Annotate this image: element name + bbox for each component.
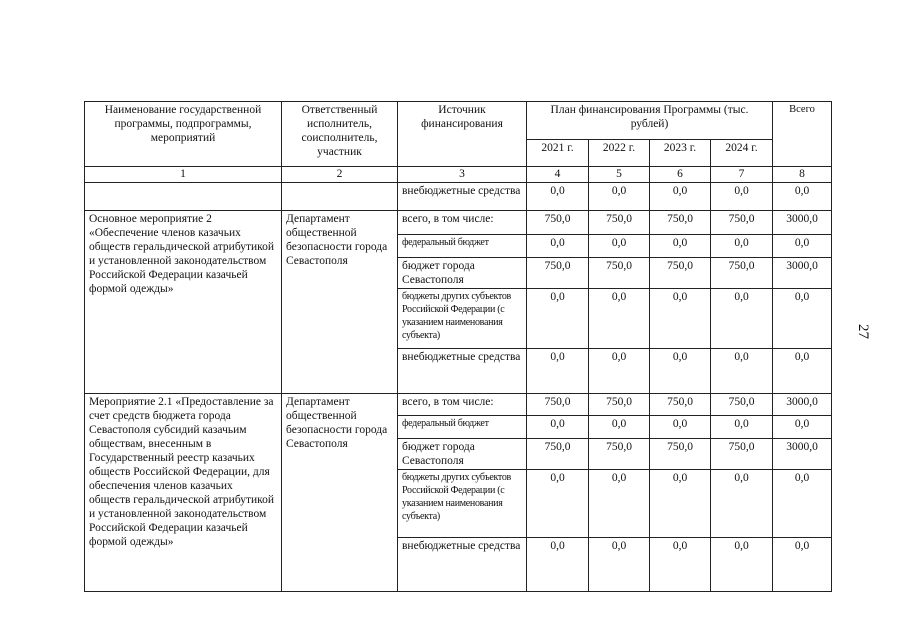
source-cell: всего, в том числе:: [398, 394, 527, 416]
header-year: 2021 г.: [527, 140, 589, 167]
source-cell: бюджеты других субъектов Российской Федерации (с указанием наименования субъекта): [398, 470, 527, 538]
page-number: 27: [855, 324, 871, 339]
total-cell: 0,0: [773, 416, 832, 439]
value-cell: 750,0: [711, 439, 773, 470]
program-name: Мероприятие 2.1 «Предоставление за счет средств бюджета города Севастополя субсидий казачьим обществам, внесенным в Государственный реестр казачьих обществ Российской Федерации, для обеспечения членов казачьих обществ геральдической атрибутикой и установленной законодательством Российской Федерации казачьей формой одежды»: [85, 394, 282, 592]
source-cell: федеральный бюджет: [398, 416, 527, 439]
column-number: 8: [773, 167, 832, 183]
value-cell: 750,0: [527, 394, 589, 416]
header-year: 2023 г.: [650, 140, 711, 167]
total-cell: 3000,0: [773, 258, 832, 289]
value-cell: 0,0: [527, 470, 589, 538]
value-cell: 0,0: [527, 183, 589, 211]
value-cell: 750,0: [527, 439, 589, 470]
source-cell: внебюджетные средства: [398, 538, 527, 592]
total-cell: 3000,0: [773, 394, 832, 416]
value-cell: 750,0: [589, 211, 650, 235]
executor: Департамент общественной безопасности города Севастополя: [282, 211, 398, 394]
header-year: 2022 г.: [589, 140, 650, 167]
value-cell: 0,0: [711, 470, 773, 538]
value-cell: 0,0: [589, 235, 650, 258]
empty-cell: [282, 183, 398, 211]
header-executor: Ответственный исполнитель, соисполнитель, участник: [282, 102, 398, 167]
value-cell: 0,0: [589, 470, 650, 538]
header-total: Всего: [773, 102, 832, 167]
value-cell: 0,0: [589, 416, 650, 439]
financing-table: [84, 101, 832, 592]
source-cell: внебюджетные средства: [398, 349, 527, 394]
value-cell: 750,0: [527, 211, 589, 235]
value-cell: 750,0: [589, 258, 650, 289]
column-number: 5: [589, 167, 650, 183]
value-cell: 0,0: [711, 538, 773, 592]
total-cell: 0,0: [773, 470, 832, 538]
column-number: 4: [527, 167, 589, 183]
value-cell: 0,0: [589, 349, 650, 394]
source-cell: бюджет города Севастополя: [398, 439, 527, 470]
value-cell: 0,0: [589, 183, 650, 211]
value-cell: 0,0: [527, 289, 589, 349]
empty-cell: [85, 183, 282, 211]
total-cell: 0,0: [773, 183, 832, 211]
header-source: Источник финансирования: [398, 102, 527, 167]
value-cell: 0,0: [527, 416, 589, 439]
value-cell: 0,0: [711, 183, 773, 211]
table-row: [85, 211, 832, 235]
program-name: Основное мероприятие 2 «Обеспечение членов казачьих обществ геральдической атрибутикой и установленной законодательством Российской Федерации казачьей формой одежды»: [85, 211, 282, 394]
value-cell: 750,0: [711, 394, 773, 416]
value-cell: 0,0: [650, 235, 711, 258]
total-cell: 3000,0: [773, 211, 832, 235]
source-cell: федеральный бюджет: [398, 235, 527, 258]
source-cell: всего, в том числе:: [398, 211, 527, 235]
value-cell: 0,0: [650, 538, 711, 592]
source-cell: внебюджетные средства: [398, 183, 527, 211]
value-cell: 0,0: [711, 289, 773, 349]
header-name: Наименование государственной программы, подпрограммы, мероприятий: [85, 102, 282, 167]
value-cell: 0,0: [650, 289, 711, 349]
value-cell: 750,0: [589, 394, 650, 416]
header-plan: План финансирования Программы (тыс. рублей): [527, 102, 773, 140]
value-cell: 0,0: [589, 289, 650, 349]
column-number: 7: [711, 167, 773, 183]
column-number: 6: [650, 167, 711, 183]
column-number: 3: [398, 167, 527, 183]
value-cell: 750,0: [650, 258, 711, 289]
value-cell: 0,0: [650, 183, 711, 211]
column-number: 2: [282, 167, 398, 183]
value-cell: 0,0: [527, 349, 589, 394]
value-cell: 0,0: [711, 235, 773, 258]
value-cell: 750,0: [650, 439, 711, 470]
value-cell: 750,0: [527, 258, 589, 289]
value-cell: 750,0: [589, 439, 650, 470]
value-cell: 0,0: [589, 538, 650, 592]
value-cell: 0,0: [650, 416, 711, 439]
value-cell: 0,0: [527, 538, 589, 592]
source-cell: бюджеты других субъектов Российской Федерации (с указанием наименования субъекта): [398, 289, 527, 349]
table-row: [85, 183, 832, 211]
header-year: 2024 г.: [711, 140, 773, 167]
total-cell: 0,0: [773, 289, 832, 349]
source-cell: бюджет города Севастополя: [398, 258, 527, 289]
value-cell: 750,0: [650, 211, 711, 235]
total-cell: 3000,0: [773, 439, 832, 470]
executor: Департамент общественной безопасности города Севастополя: [282, 394, 398, 592]
table-row: [85, 394, 832, 416]
column-number: 1: [85, 167, 282, 183]
value-cell: 750,0: [650, 394, 711, 416]
total-cell: 0,0: [773, 538, 832, 592]
value-cell: 750,0: [711, 211, 773, 235]
value-cell: 0,0: [711, 416, 773, 439]
total-cell: 0,0: [773, 235, 832, 258]
value-cell: 0,0: [527, 235, 589, 258]
value-cell: 0,0: [650, 349, 711, 394]
value-cell: 0,0: [711, 349, 773, 394]
value-cell: 750,0: [711, 258, 773, 289]
total-cell: 0,0: [773, 349, 832, 394]
value-cell: 0,0: [650, 470, 711, 538]
